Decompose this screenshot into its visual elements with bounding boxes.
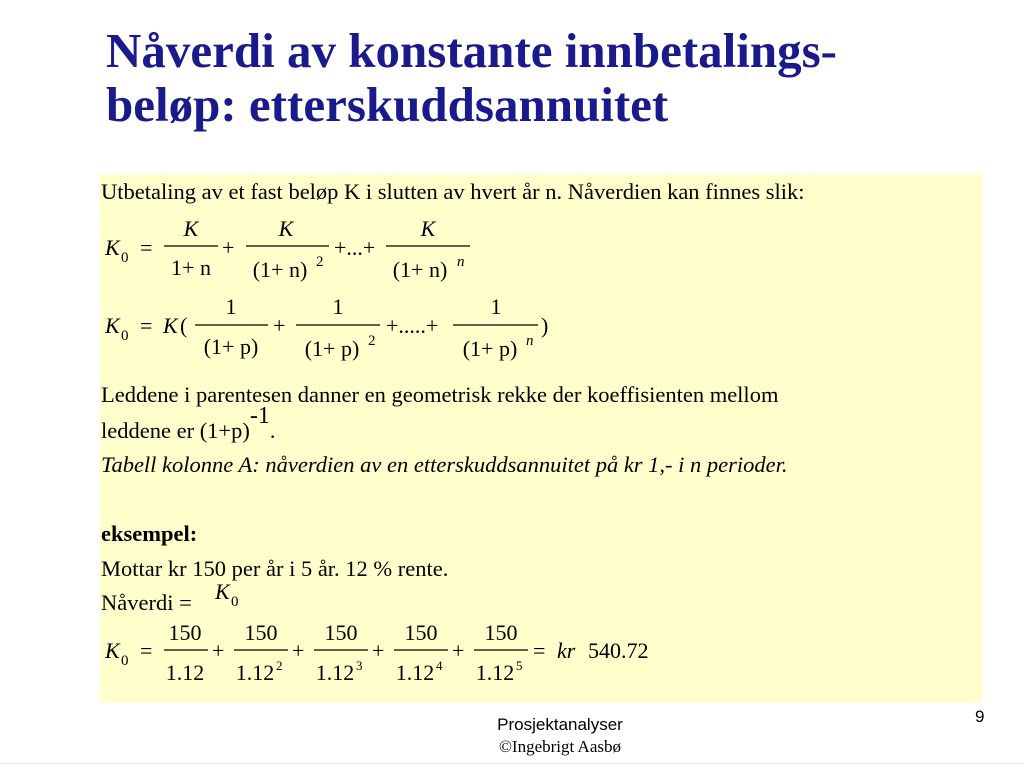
f3-den-1: 1.12 [165,660,205,685]
f1-den-1: 1+ n [171,255,211,280]
example-text: Mottar kr 150 per år i 5 år. 12 % rente. [101,556,449,581]
page-number: 9 [975,707,985,726]
f3-num-2: 150 [244,620,278,645]
title-line-1: Nåverdi av konstante innbetalings- [106,24,838,78]
paragraph-line-2-end: . [269,418,276,443]
slide-title [106,24,1024,132]
f2-num-2: 1 [332,294,344,319]
f3-exp-4: 4 [436,658,443,673]
npv-label: Nåverdi = [101,590,192,615]
f3-plus-3: + [372,638,385,663]
f3-result-eq: = [533,638,546,663]
f3-exp-5: 5 [516,658,523,673]
f1-exp-n: n [457,254,465,270]
footer-copyright: ©Ingebrigt Aasbø [499,737,621,756]
f1-ellipsis: +...+ [334,235,376,260]
f3-plus-2: + [292,638,305,663]
f3-den-5: 1.12 [475,660,515,685]
paragraph-superscript: -1 [249,403,270,429]
f2-rparen: ) [541,313,549,338]
f2-plus-1: + [273,313,286,338]
example-heading: eksempel: [101,521,198,546]
f1-den-2: (1+ n) [252,257,308,282]
npv-k0-symbol [212,575,262,613]
f2-den-2: (1+ p) [304,336,360,361]
f2-den-3: (1+ p) [462,336,518,361]
paragraph-line-2 [101,403,276,444]
formula-example-npv [100,612,680,694]
f3-result-value: 540.72 [588,638,649,663]
f2-den-1: (1+ p) [203,334,259,359]
formula-k0-sum-p [100,292,580,374]
f3-den-3: 1.12 [315,660,355,685]
f3-lhs-var: K [105,638,120,663]
f2-ellipsis: +.....+ [386,313,439,338]
title-line-2: beløp: etterskuddsannuitet [106,77,669,132]
f1-lhs-sub: 0 [121,250,129,266]
f2-lhs-var: K [105,313,120,338]
f2-exp-2: 2 [368,333,376,349]
f3-num-4: 150 [404,620,438,645]
f1-num-1: K [183,216,199,241]
f3-lhs-sub: 0 [121,653,129,669]
f1-num-2: K [278,216,294,241]
f3-plus-1: + [212,638,225,663]
f3-eq: = [140,638,153,663]
f3-plus-4: + [452,638,465,663]
f1-exp-2: 2 [316,254,324,270]
f3-num-5: 150 [484,620,518,645]
paragraph-line-1: Leddene i parentesen danner en geometrisk rekke der koeffisienten mellom [101,382,779,407]
f3-num-3: 150 [324,620,358,645]
f1-eq: = [140,235,153,260]
f3-result-unit: kr [557,638,576,663]
paragraph-line-2-text: leddene er (1+p) [101,418,250,443]
f1-num-3: K [420,216,436,241]
intro-text: Utbetaling av et fast beløp K i slutten av hvert år n. Nåverdien kan finnes slik: [101,179,805,204]
f2-exp-n: n [526,333,534,349]
f2-lhs-sub: 0 [121,328,129,344]
formula-k0-sum-n [100,208,540,290]
f3-exp-3: 3 [356,658,363,673]
bottom-divider [0,763,1024,764]
npv-sub: 0 [231,594,239,610]
f2-eq: = [140,313,153,338]
f2-num-1: 1 [225,294,237,319]
footer-course: Prosjektanalyser [497,715,623,734]
f3-den-4: 1.12 [395,660,435,685]
f2-num-3: 1 [490,294,502,319]
f3-den-2: 1.12 [235,660,275,685]
f2-lparen: ( [180,313,188,338]
f2-k: K [163,313,178,338]
f1-lhs-var: K [105,235,120,260]
f1-plus-1: + [222,235,235,260]
f3-exp-2: 2 [276,658,283,673]
table-note: Tabell kolonne A: nåverdien av en etterskuddsannuitet på kr 1,- i n perioder. [101,452,788,477]
f1-den-3: (1+ n) [392,257,448,282]
footer [440,714,680,758]
f3-num-1: 150 [168,620,202,645]
npv-var: K [215,579,230,604]
